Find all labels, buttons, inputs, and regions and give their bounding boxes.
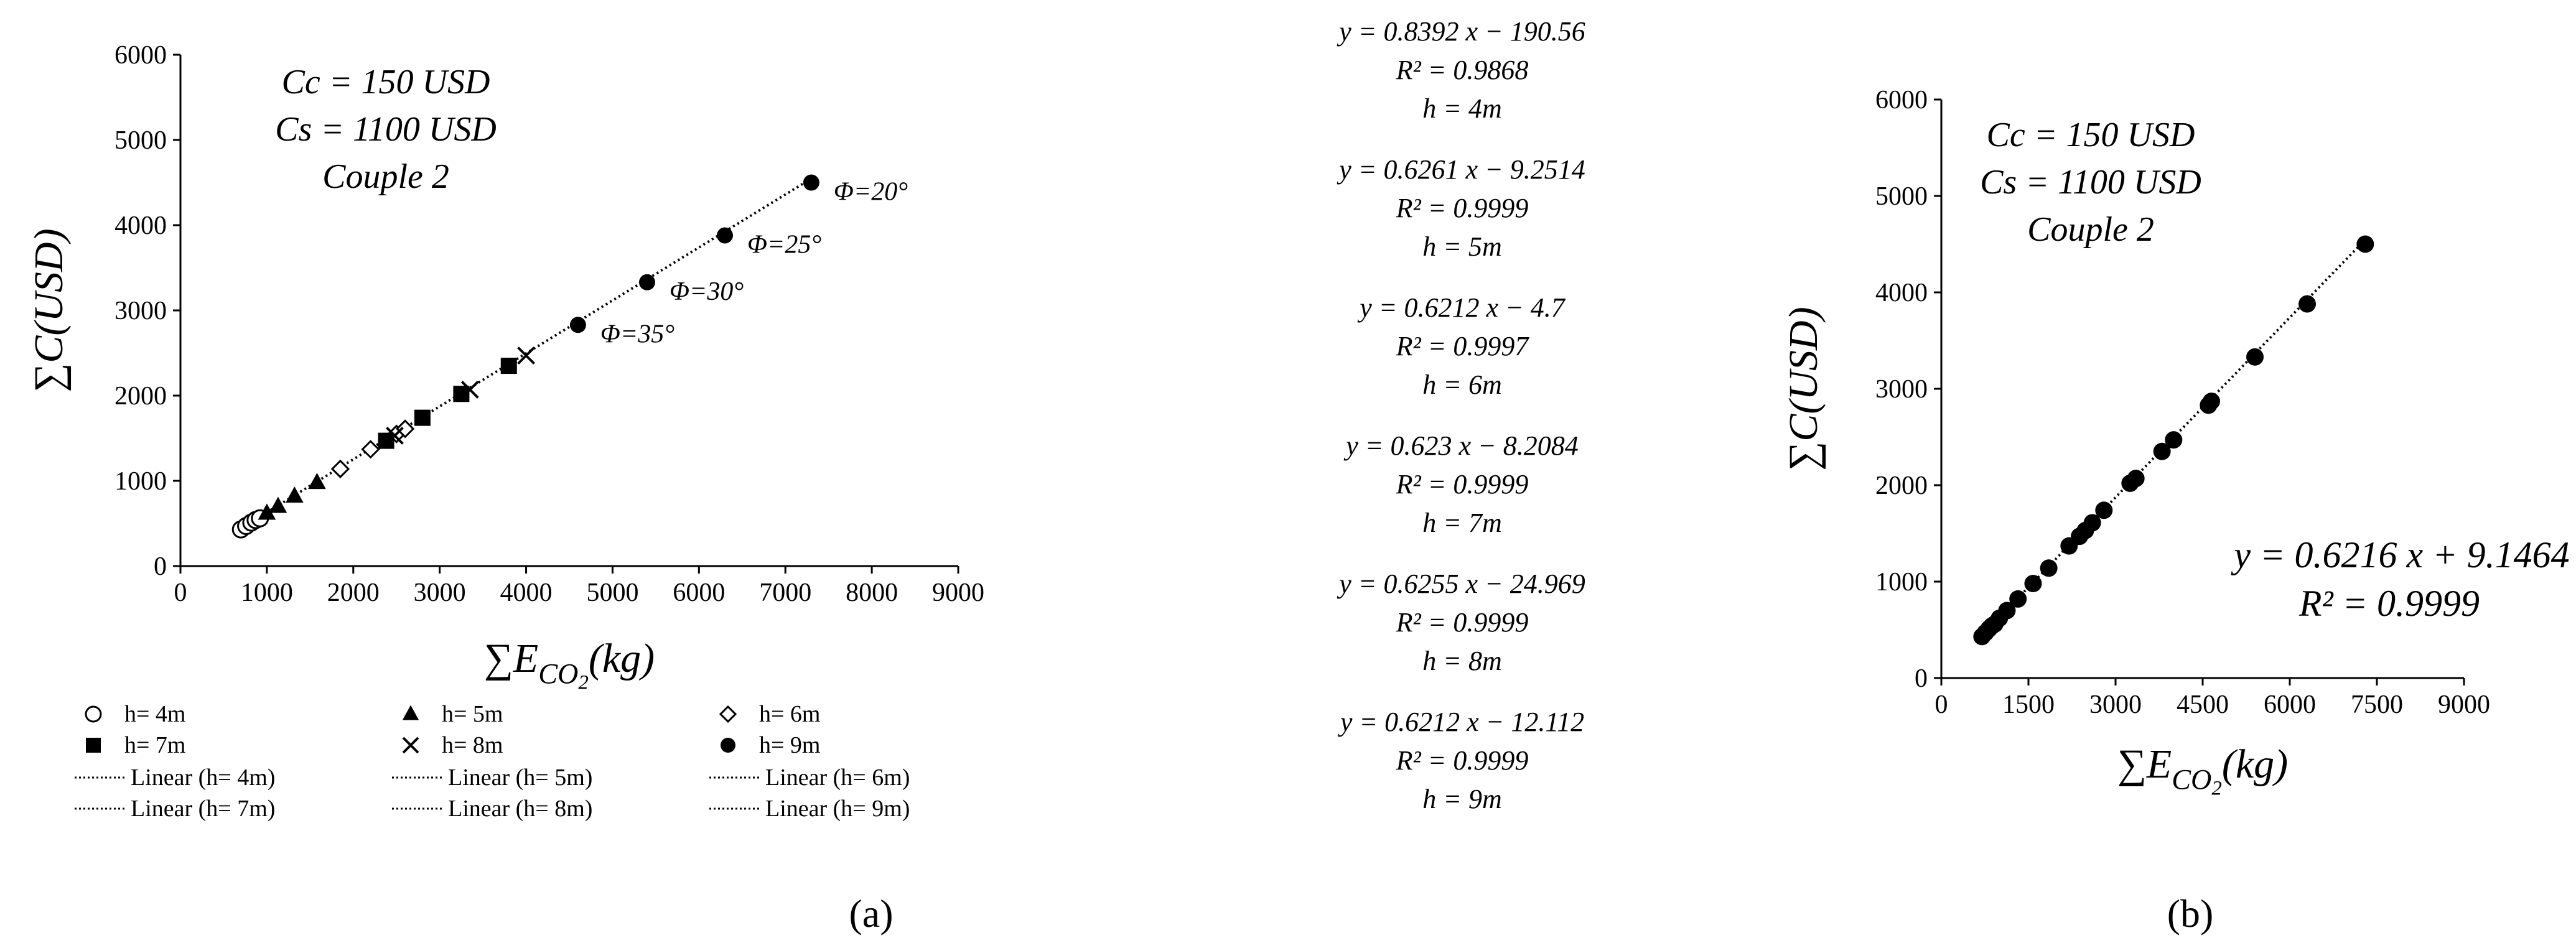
phi-label: Φ=30° xyxy=(670,277,744,306)
y-tick-label: 3000 xyxy=(1875,375,1928,404)
equation-label: y = 0.6216 x + 9.1464 xyxy=(2234,534,2570,575)
x-tick-label: 4000 xyxy=(500,579,553,607)
equation-block xyxy=(1195,427,1730,542)
x-tick-label: 3000 xyxy=(2089,690,2142,719)
legend-label: h= 5m xyxy=(442,701,503,727)
r2-text: R² = 0.9868 xyxy=(1396,55,1529,85)
chart-a xyxy=(0,0,1020,948)
y-tick-label: 3000 xyxy=(114,297,167,325)
phi-label: Φ=20° xyxy=(833,177,908,207)
data-point xyxy=(2203,393,2220,410)
equation-block xyxy=(1195,703,1730,819)
chart-annotation: Cc = 150 USD xyxy=(1986,116,2195,154)
equation-text: y = 0.6261 x − 9.2514 xyxy=(1339,154,1585,185)
r2-text: R² = 0.9999 xyxy=(1396,607,1529,638)
data-point xyxy=(269,497,287,513)
chart-annotation: Cs = 1100 USD xyxy=(275,110,497,149)
x-tick-label: 8000 xyxy=(846,579,898,607)
height-text: h = 7m xyxy=(1422,508,1502,538)
data-point xyxy=(332,461,348,477)
equation-text: y = 0.6212 x − 4.7 xyxy=(1360,292,1565,323)
x-axis-label: $\sum E_{CO}2(kg)$ xyxy=(2117,741,2289,800)
x-tick-label: 7000 xyxy=(759,579,812,607)
legend-label: Linear (h= 8m) xyxy=(448,796,593,822)
data-point xyxy=(308,473,326,489)
data-point xyxy=(2127,470,2145,487)
data-point xyxy=(2246,348,2264,366)
panel-label: (b) xyxy=(2167,891,2214,936)
y-tick-label: 5000 xyxy=(1875,182,1928,211)
data-point xyxy=(2165,431,2182,448)
y-tick-label: 6000 xyxy=(1875,86,1928,114)
y-tick-label: 6000 xyxy=(114,41,167,70)
legend-label: Linear (h= 4m) xyxy=(131,764,276,791)
x-tick-label: 3000 xyxy=(413,579,466,607)
chart-annotation: Couple 2 xyxy=(322,157,449,196)
y-axis-label: ∑C(USD) xyxy=(1781,307,1826,471)
equation-text: y = 0.6212 x − 12.112 xyxy=(1340,707,1585,737)
y-tick-label: 0 xyxy=(154,552,167,581)
r2-text: R² = 0.9999 xyxy=(1396,745,1529,776)
x-tick-label: 6000 xyxy=(2264,690,2316,719)
y-tick-label: 0 xyxy=(1915,664,1928,693)
data-point xyxy=(414,410,431,426)
x-tick-label: 5000 xyxy=(586,579,639,607)
chart-annotation: Cs = 1100 USD xyxy=(1980,163,2201,202)
y-tick-label: 2000 xyxy=(1875,472,1928,500)
data-point xyxy=(2040,559,2058,577)
data-point xyxy=(2024,575,2042,592)
legend-label: Linear (h= 5m) xyxy=(448,764,593,791)
y-tick-label: 5000 xyxy=(114,126,167,155)
legend-label: h= 8m xyxy=(442,732,503,758)
y-tick-label: 4000 xyxy=(1875,279,1928,307)
data-point xyxy=(570,317,586,333)
data-point xyxy=(403,738,418,753)
x-tick-label: 0 xyxy=(174,579,187,607)
data-point xyxy=(286,486,304,503)
y-tick-label: 1000 xyxy=(1875,568,1928,597)
height-text: h = 5m xyxy=(1422,231,1502,262)
x-tick-label: 4500 xyxy=(2177,690,2229,719)
data-point xyxy=(2009,590,2027,608)
phi-label: Φ=35° xyxy=(600,320,674,349)
data-point xyxy=(363,441,379,457)
height-text: h = 8m xyxy=(1422,646,1502,676)
chart-annotation: Cc = 150 USD xyxy=(281,63,490,101)
equation-block xyxy=(1195,151,1730,266)
panel-label: (a) xyxy=(849,891,894,936)
x-tick-label: 6000 xyxy=(673,579,726,607)
y-tick-label: 1000 xyxy=(114,467,167,496)
data-point xyxy=(86,707,101,722)
equation-text: y = 0.8392 x − 190.56 xyxy=(1339,16,1585,47)
phi-label: Φ=25° xyxy=(747,230,822,259)
legend-label: h= 7m xyxy=(124,732,186,758)
equation-text: y = 0.623 x − 8.2084 xyxy=(1346,430,1579,461)
y-axis-label: ∑C(USD) xyxy=(26,228,72,393)
equation-block xyxy=(1195,565,1730,681)
chart-annotation: Couple 2 xyxy=(2027,210,2154,249)
data-point xyxy=(2356,236,2374,253)
x-tick-label: 9000 xyxy=(932,579,984,607)
data-point xyxy=(86,738,101,753)
y-tick-label: 2000 xyxy=(114,382,167,411)
equations-panel xyxy=(1195,12,1730,841)
x-tick-label: 9000 xyxy=(2438,690,2490,719)
x-tick-label: 7500 xyxy=(2351,690,2403,719)
data-point xyxy=(721,738,735,753)
equation-block xyxy=(1195,289,1730,404)
r2-label: R² = 0.9999 xyxy=(2298,583,2480,624)
data-point xyxy=(639,274,655,290)
legend-label: Linear (h= 7m) xyxy=(131,796,276,822)
equation-text: y = 0.6255 x − 24.969 xyxy=(1339,569,1585,599)
data-point xyxy=(501,358,517,374)
equation-block xyxy=(1195,12,1730,128)
data-point xyxy=(717,227,733,243)
y-tick-label: 4000 xyxy=(114,211,167,240)
x-axis-label: $\sum E_{CO}2(kg)$ xyxy=(483,636,655,694)
height-text: h = 4m xyxy=(1422,93,1502,124)
chart-b xyxy=(1730,0,2576,948)
x-tick-label: 0 xyxy=(1934,690,1948,719)
height-text: h = 6m xyxy=(1422,369,1502,400)
r2-text: R² = 0.9997 xyxy=(1396,331,1529,361)
data-point xyxy=(403,705,419,720)
r2-text: R² = 0.9999 xyxy=(1396,469,1529,500)
data-point xyxy=(2095,501,2112,519)
height-text: h = 9m xyxy=(1422,784,1502,814)
legend-label: Linear (h= 9m) xyxy=(765,796,910,822)
x-tick-label: 2000 xyxy=(327,579,380,607)
x-tick-label: 1500 xyxy=(2002,690,2055,719)
legend-label: h= 6m xyxy=(759,701,821,727)
data-point xyxy=(803,175,819,191)
data-point xyxy=(721,707,735,722)
legend-label: h= 4m xyxy=(124,701,186,727)
data-point xyxy=(378,433,394,449)
data-point xyxy=(2298,295,2316,313)
legend-label: Linear (h= 6m) xyxy=(765,764,910,791)
x-tick-label: 1000 xyxy=(240,579,293,607)
legend-label: h= 9m xyxy=(759,732,821,758)
r2-text: R² = 0.9999 xyxy=(1396,193,1529,223)
